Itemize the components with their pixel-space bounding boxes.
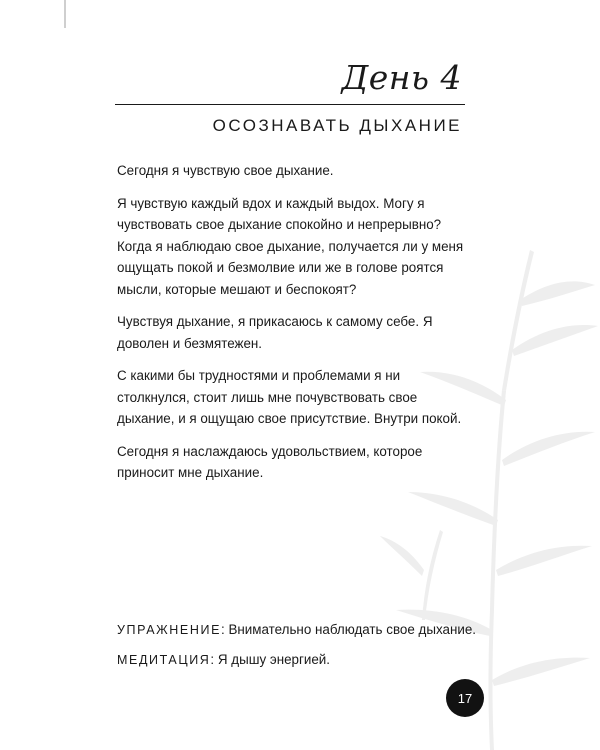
scan-edge: [64, 0, 66, 28]
paragraph: С какими бы трудностями и проблемами я ни столкнулся, стоит лишь мне почувствовать свое дыхание, и я ощущаю свое присутствие. Внутри покой.: [117, 368, 462, 426]
meditation-label: МЕДИТАЦИЯ: [117, 653, 211, 667]
exercise-line: [117, 622, 477, 637]
paragraph: Сегодня я наслаждаюсь удовольствием, которое приносит мне дыхание.: [117, 443, 423, 480]
meditation-text: Я дышу энергией.: [217, 652, 330, 667]
paragraph: Сегодня я чувствую свое дыхание.: [117, 163, 334, 178]
chapter-title: ОСОЗНАВАТЬ ДЫХАНИЕ: [212, 116, 462, 135]
label-colon: :: [210, 652, 218, 667]
exercise-label: УПРАЖНЕНИЕ: [117, 623, 222, 637]
meditation-line: [117, 652, 477, 667]
label-colon: :: [221, 622, 229, 637]
body-text: [117, 160, 471, 495]
day-title: День 4: [341, 58, 462, 97]
exercise-text: Внимательно наблюдать свое дыхание.: [228, 622, 477, 637]
paragraph: Я чувствую каждый вдох и каждый выдох. Могу я чувствовать свое дыхание спокойно и непрерывно? Когда я наблюдаю свое дыхание, получается ли у меня ощущать покой и безмолвие или же в голове роятся мысли, которые мешают и беспокоят?: [117, 195, 464, 297]
page-number-badge: 17: [446, 679, 484, 717]
paragraph: Чувствуя дыхание, я прикасаюсь к самому себе. Я доволен и безмятежен.: [117, 314, 433, 351]
title-divider: [115, 104, 465, 105]
